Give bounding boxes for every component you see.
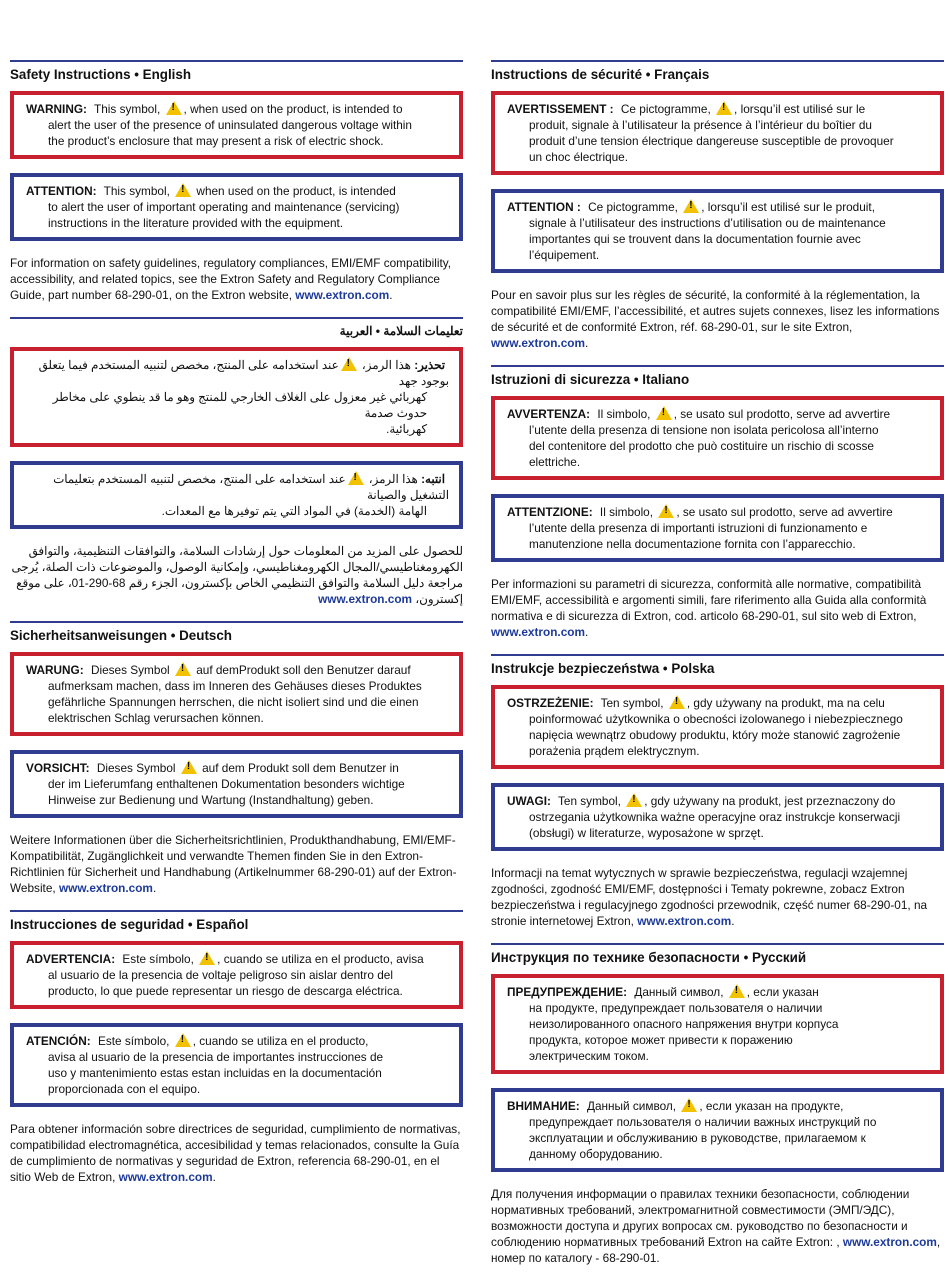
compliance-info — [491, 576, 944, 640]
attention-text-start: This symbol, — [103, 184, 170, 198]
extron-website-link[interactable]: www.extron.com — [118, 1170, 213, 1184]
extron-website-link[interactable]: www.extron.com — [842, 1235, 937, 1249]
attention-label: VORSICHT: — [26, 761, 90, 775]
link-punctuation: . — [152, 881, 157, 895]
attention-text-start: Il simbolo, — [599, 505, 654, 519]
compliance-info — [10, 1121, 463, 1185]
section-heading: Safety Instructions • English — [10, 60, 463, 82]
attention-box — [491, 1088, 944, 1172]
safety-section — [491, 943, 944, 1266]
attention-label: ATTENTION : — [507, 200, 581, 214]
warning-box — [491, 396, 944, 480]
warning-box — [10, 941, 463, 1009]
attention-text-line: manutenzione nella documentazione fornita con l’apparecchio. — [529, 537, 856, 551]
right-column — [491, 60, 944, 1280]
compliance-info — [10, 832, 463, 896]
attention-box — [10, 461, 463, 529]
attention-label: ATTENTION: — [26, 184, 97, 198]
warning-text-line1: , when used on the product, is intended to — [183, 102, 403, 116]
warning-triangle-icon — [175, 1033, 191, 1047]
warning-text-line: elektrischen Schlag verursachen können. — [48, 711, 264, 725]
section-heading: Instructions de sécurité • Français — [491, 60, 944, 82]
warning-triangle-icon — [181, 760, 197, 774]
warning-triangle-icon — [166, 101, 182, 115]
warning-text-line: كهربائية. — [386, 422, 427, 436]
attention-text-line: uso y mantenimiento estas estan incluidas en la documentación — [48, 1066, 382, 1080]
info-text: For information on safety guidelines, regulatory compliances, EMI/EMF compatibility, accessibility, and related topics, see the Extron Safety and Regulatory Compliance Guide, part number 68-290-01, on the Extron website, — [10, 256, 452, 302]
attention-text-start: هذا الرمز، — [368, 472, 418, 486]
safety-section — [10, 910, 463, 1185]
warning-box — [10, 652, 463, 736]
section-heading: Инструкция по технике безопасности • Русский — [491, 943, 944, 965]
warning-triangle-icon — [341, 357, 357, 371]
warning-text-line: produit d’une tension électrique dangereuse susceptible de provoquer — [529, 134, 894, 148]
attention-text-line: الهامة (الخدمة) في المواد التي يتم توفيرها مع المعدات. — [161, 504, 427, 518]
warning-text-line1: , se usato sul prodotto, serve ad avvertire — [673, 407, 891, 421]
attention-label: ВНИМАНИЕ: — [507, 1099, 580, 1113]
warning-box — [491, 91, 944, 175]
extron-website-link[interactable]: www.extron.com — [295, 288, 390, 302]
warning-label: WARUNG: — [26, 663, 84, 677]
warning-text-line: продукта, которое может привести к поражению — [529, 1033, 793, 1047]
attention-text-start: Ce pictogramme, — [588, 200, 678, 214]
warning-label: OSTRZEŻENIE: — [507, 696, 594, 710]
attention-box — [491, 189, 944, 273]
warning-text-start: This symbol, — [94, 102, 161, 116]
warning-triangle-icon — [348, 471, 364, 485]
catalog-number: номер по каталогу - 68-290-01. — [491, 1251, 660, 1265]
warning-label: تحذير: — [414, 358, 445, 372]
safety-section — [491, 60, 944, 351]
link-punctuation: , — [936, 1235, 941, 1249]
attention-text-start: Ten symbol, — [557, 794, 621, 808]
warning-box — [10, 347, 463, 447]
warning-triangle-icon — [175, 183, 191, 197]
attention-text-line1: , se usato sul prodotto, serve ad avvertire — [676, 505, 893, 519]
compliance-info — [10, 255, 463, 303]
section-heading: تعليمات السلامة • العربية — [10, 317, 463, 338]
warning-triangle-icon — [669, 695, 685, 709]
attention-text-line: importantes qui se trouvent dans la documentation fournie avec — [529, 232, 861, 246]
warning-text-line1: , lorsqu’il est utilisé sur le — [734, 102, 866, 116]
attention-text-line: to alert the user of important operating and maintenance (servicing) — [48, 200, 400, 214]
warning-text-line: l’utente della presenza di tensione non isolata pericolosa all’interno — [529, 423, 879, 437]
section-heading: Instrukcje bezpieczeństwa • Polska — [491, 654, 944, 676]
warning-box — [491, 685, 944, 769]
warning-box — [10, 91, 463, 159]
left-column — [10, 60, 463, 1199]
section-heading: Instrucciones de seguridad • Español — [10, 910, 463, 932]
attention-text-line: (obsługi) w literaturze, wyposażone w sprzęt. — [529, 826, 764, 840]
attention-text-start: Dieses Symbol — [96, 761, 176, 775]
attention-text-line: данному оборудованию. — [529, 1147, 663, 1161]
attention-text-line: avisa al usuario de la presencia de importantes instrucciones de — [48, 1050, 384, 1064]
warning-text-line1: auf demProdukt soll den Benutzer darauf — [192, 663, 411, 677]
info-text: Weitere Informationen über die Sicherheitsrichtlinien, Produkthandhabung, EMI/EMF-Kompatibilität, Zugänglichkeit und verwandte Themen finden Sie in den Extron-Richtlinien für Sicherheit und Handhabung (Artikelnummer 68-290-01) auf der Extron-Website, — [10, 833, 457, 895]
warning-text-line1: , если указан — [746, 985, 819, 999]
warning-triangle-icon — [626, 793, 642, 807]
attention-box — [10, 173, 463, 241]
warning-text-start: Данный символ, — [634, 985, 724, 999]
attention-label: ATTENTZIONE: — [507, 505, 593, 519]
warning-triangle-icon — [716, 101, 732, 115]
attention-text-line: instructions in the literature provided with the equipment. — [48, 216, 344, 230]
warning-label: ПРЕДУПРЕЖДЕНИЕ: — [507, 985, 628, 999]
attention-text-line: ostrzegania użytkownika ważne operacyjne oraz instrukcje konserwacji — [529, 810, 901, 824]
compliance-info — [10, 543, 463, 607]
warning-text-line: poinformować użytkownika o obecności izolowanego i niebezpiecznego — [529, 712, 903, 726]
compliance-info — [491, 865, 944, 929]
attention-label: ATENCIÓN: — [26, 1034, 91, 1048]
info-text: Per informazioni su parametri di sicurezza, conformità alle normative, compatibilità EMI/EMF, accessibilità e argomenti simili, fare riferimento alla Guida alla conformità normativa e di sicurezza di Extron, cod. articolo 68-290-01, sul sito web di Extron, — [491, 577, 927, 623]
warning-triangle-icon — [683, 199, 699, 213]
warning-label: AVERTISSEMENT : — [507, 102, 614, 116]
warning-triangle-icon — [656, 406, 672, 420]
warning-label: AVVERTENZA: — [507, 407, 591, 421]
attention-text-line: l’utente della presenza di importanti istruzioni di funzionamento e — [529, 521, 868, 535]
warning-text-line: porażenia prądem elektrycznym. — [529, 744, 700, 758]
warning-text-line1: , gdy używany na produkt, ma na celu — [686, 696, 885, 710]
attention-text-start: Este símbolo, — [97, 1034, 170, 1048]
warning-text-line1: , cuando se utiliza en el producto, avisa — [217, 952, 424, 966]
attention-box — [10, 750, 463, 818]
warning-triangle-icon — [729, 984, 745, 998]
warning-text-line: produit, signale à l’utilisateur la présence à l’intérieur du boîtier du — [529, 118, 872, 132]
attention-text-line: l’équipement. — [529, 248, 600, 262]
link-punctuation: . — [212, 1170, 216, 1184]
warning-text-start: Il simbolo, — [597, 407, 651, 421]
warning-text-line: на продукте, предупреждает пользователя о наличии — [529, 1001, 823, 1015]
attention-box — [491, 783, 944, 851]
warning-text-line: aufmerksam machen, dass im Inneren des Gehäuses dieses Produktes — [48, 679, 422, 693]
info-text: Informacji na temat wytycznych w sprawie bezpieczeństwa, regulacji wzajemnej zgodności, zgodność EMI/EMF, dostępności i Tematy pokrewne, zobacz Extron bezpieczeństwa i regulacyjnego zgodności przewodnik, część numer 68-290-01, na stronie internetowej Extron, — [491, 866, 928, 928]
attention-label: UWAGI: — [507, 794, 551, 808]
warning-text-line: gefährliche Spannungen herrschen, die nicht isoliert sind und die einen — [48, 695, 419, 709]
warning-text-line1: عند استخدامه على المنتج، مخصص لتنبيه المستخدم فيما يتعلق بوجود جهد — [38, 358, 449, 388]
extron-website-link[interactable]: www.extron.com — [491, 336, 585, 350]
warning-text-start: Dieses Symbol — [90, 663, 170, 677]
attention-label: انتبه: — [421, 472, 445, 486]
warning-text-line: producto, lo que puede representar un riesgo de descarga eléctrica. — [48, 984, 403, 998]
warning-text-start: Ce pictogramme, — [620, 102, 711, 116]
warning-text-start: Ten symbol, — [600, 696, 664, 710]
warning-text-line: elettriche. — [529, 455, 581, 469]
safety-section — [491, 654, 944, 929]
warning-text-line: un choc électrique. — [529, 150, 629, 164]
safety-section — [10, 60, 463, 303]
warning-text-line: alert the user of the presence of uninsulated dangerous voltage within — [48, 118, 412, 132]
attention-text-line: предупреждает пользователя о наличии важных инструкций по — [529, 1115, 877, 1129]
section-heading: Sicherheitsanweisungen • Deutsch — [10, 621, 463, 643]
attention-text-start: Данный символ, — [586, 1099, 677, 1113]
warning-triangle-icon — [658, 504, 674, 518]
warning-text-line: napięcia wewnątrz obudowy produktu, który może stanowić zagrożenie — [529, 728, 901, 742]
link-punctuation: . — [389, 288, 393, 302]
attention-text-line: signale à l’utilisateur des instructions d’utilisation ou de maintenance — [529, 216, 886, 230]
warning-text-line: the product’s enclosure that may present a risk of electric shock. — [48, 134, 384, 148]
warning-text-line: del contenitore del prodotto che può costituire un rischio di scosse — [529, 439, 874, 453]
compliance-info — [491, 1186, 944, 1266]
warning-text-line: al usuario de la presencia de voltaje peligroso sin aislar dentro del — [48, 968, 393, 982]
attention-box — [491, 494, 944, 562]
info-text: Для получения информации о правилах техники безопасности, соблюдении нормативных требований, электромагнитной совместимости (ЭМП/ЭДС), возможности доступа и других вопросах см. руководство по безопасности и соблюдению нормативных требований Extron на сайте Extron: , — [491, 1187, 910, 1249]
warning-label: ADVERTENCIA: — [26, 952, 116, 966]
safety-section — [491, 365, 944, 640]
attention-text-line: der im Lieferumfang enthaltenen Dokumentation besonders wichtige — [48, 777, 405, 791]
link-punctuation: . — [584, 336, 589, 350]
attention-text-line: эксплуатации и обслуживанию в руководстве, прилагаемом к — [529, 1131, 866, 1145]
warning-text-start: Este símbolo, — [122, 952, 194, 966]
warning-triangle-icon — [681, 1098, 697, 1112]
attention-text-line1: , lorsqu’il est utilisé sur le produit, — [701, 200, 875, 214]
info-text: Para obtener información sobre directrices de seguridad, cumplimiento de normativas, compatibilidad electromagnética, accesibilidad y temas relacionados, consulte la Guía de cumplimiento de normativas y seguridad de Extron, referencia 68-290-01, en el sitio Web de Extron, — [10, 1122, 461, 1184]
warning-text-line: كهربائي غير معزول على الغلاف الخارجي للمنتج وهو ما قد ينطوي على مخاطر حدوث صدمة — [52, 390, 427, 420]
attention-text-line1: عند استخدامه على المنتج، مخصص لتنبيه المستخدم بتعليمات التشغيل والصيانة — [53, 472, 449, 502]
attention-text-line1: auf dem Produkt soll dem Benutzer in — [198, 761, 399, 775]
warning-triangle-icon — [175, 662, 191, 676]
attention-text-line1: when used on the product, is intended — [193, 184, 396, 198]
extron-website-link[interactable]: www.extron.com — [318, 592, 413, 606]
safety-section — [10, 621, 463, 896]
warning-text-line: электрическим током. — [529, 1049, 649, 1063]
attention-text-line1: , cuando se utiliza en el producto, — [192, 1034, 369, 1048]
attention-text-line1: , если указан на продукте, — [699, 1099, 844, 1113]
attention-text-line: proporcionada con el equipo. — [48, 1082, 201, 1096]
info-text: للحصول على المزيد من المعلومات حول إرشادات السلامة، والتوافقات التنظيمية، والتوافق الكهرومغناطيسي/المجال الكهرومغناطيسي، وإمكانية الوصول، والموضوعات ذات الصلة، يُرجى مراجعة دليل السلامة والتوافق التنظيمي الخاص بإكسترون، الجزء رقم 68-290-01، على موقع إكسترون، — [11, 544, 463, 606]
warning-text-start: هذا الرمز، — [361, 358, 411, 372]
warning-box — [491, 974, 944, 1074]
extron-website-link[interactable]: www.extron.com — [637, 914, 732, 928]
compliance-info — [491, 287, 944, 351]
warning-label: WARNING: — [26, 102, 87, 116]
safety-section — [10, 317, 463, 607]
section-heading: Istruzioni di sicurezza • Italiano — [491, 365, 944, 387]
link-punctuation: . — [731, 914, 735, 928]
link-punctuation: . — [584, 625, 589, 639]
info-text: Pour en savoir plus sur les règles de sécurité, la conformité à la réglementation, la compatibilité EMI/EMF, l’accessibilité, et autres sujets connexes, lisez les informations de sécurité et de conformité Extron, réf. 68-290-01, sur le site Extron, — [491, 288, 940, 334]
extron-website-link[interactable]: www.extron.com — [491, 625, 585, 639]
attention-box — [10, 1023, 463, 1107]
warning-text-line: неизолированного опасного напряжения внутри корпуса — [529, 1017, 839, 1031]
extron-website-link[interactable]: www.extron.com — [58, 881, 153, 895]
warning-triangle-icon — [199, 951, 215, 965]
attention-text-line: Hinweise zur Bedienung und Wartung (Instandhaltung) geben. — [48, 793, 374, 807]
attention-text-line1: , gdy używany na produkt, jest przeznaczony do — [644, 794, 896, 808]
